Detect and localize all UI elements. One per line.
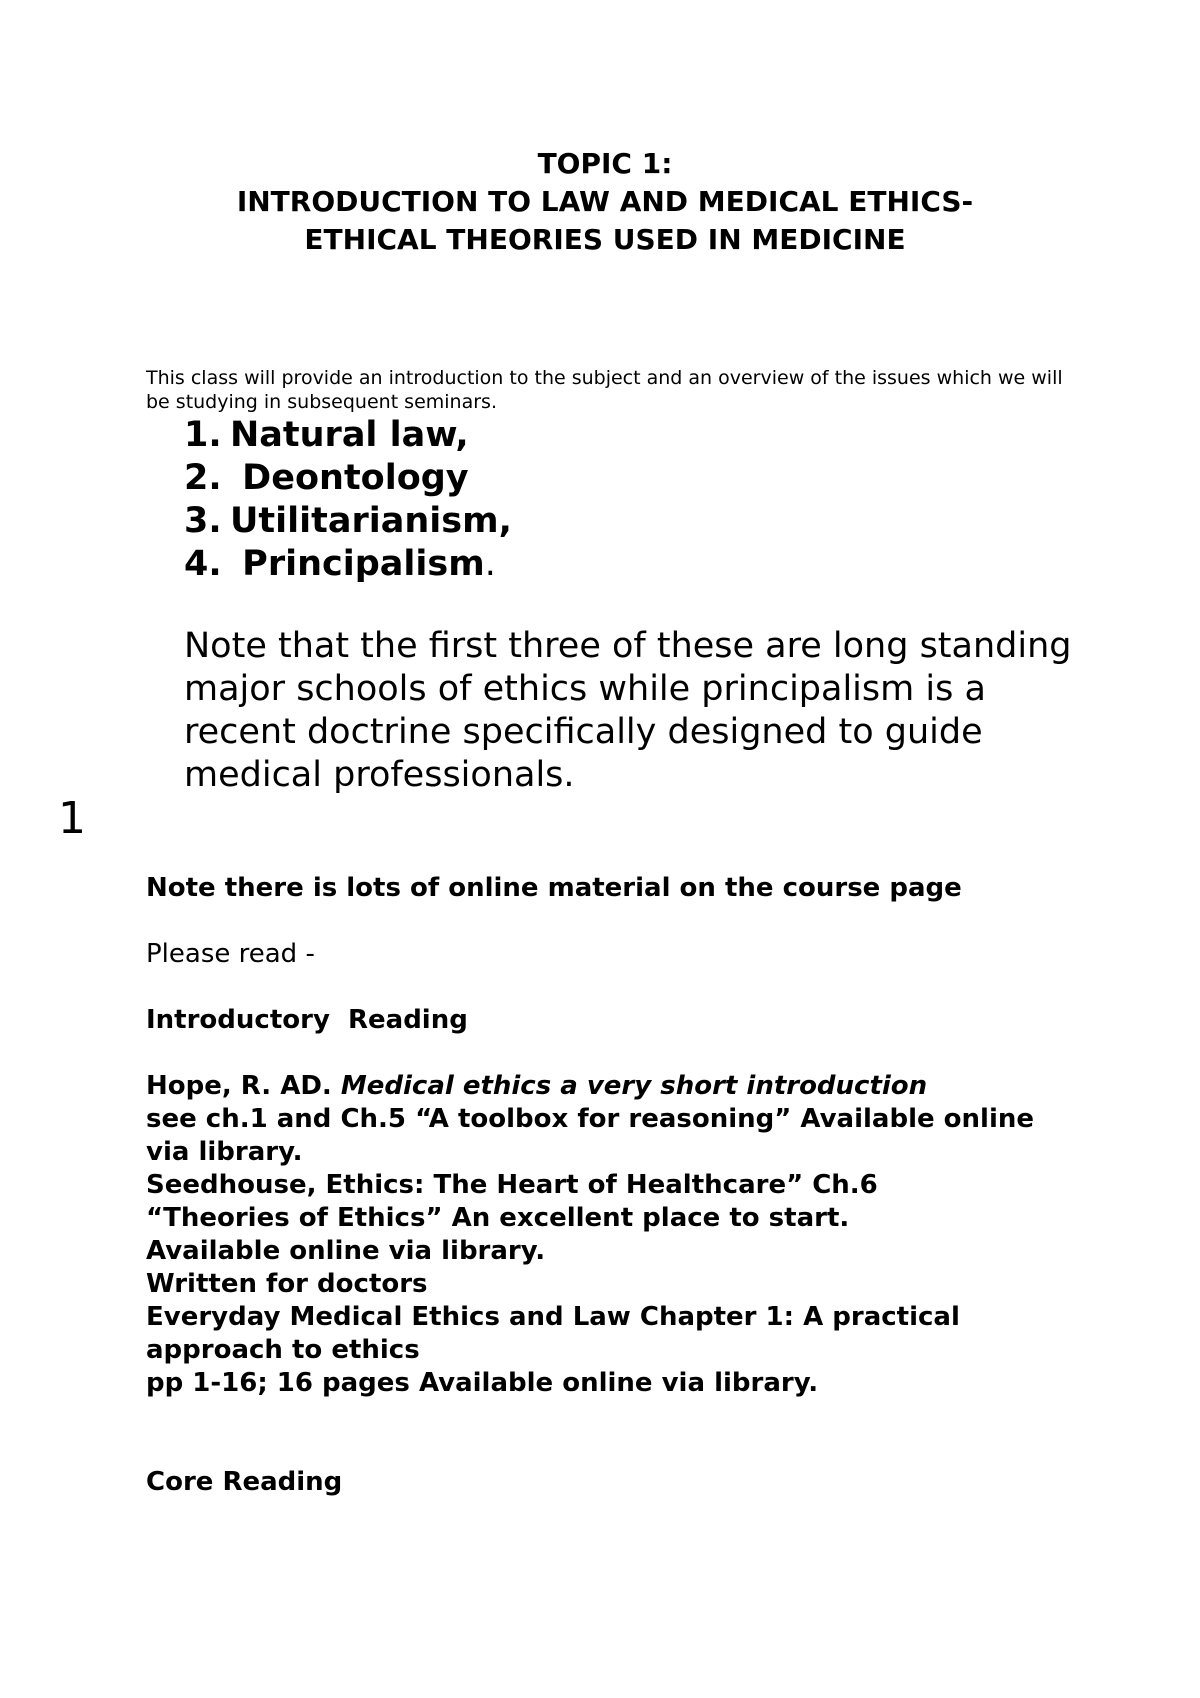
- hope-reference: [146, 1070, 1086, 1103]
- online-material-note: Note there is lots of online material on the course page: [146, 873, 962, 903]
- seedhouse-availability: Available online via library.: [146, 1236, 546, 1266]
- please-read: Please read -: [146, 939, 315, 969]
- title-topic: TOPIC 1:: [537, 147, 673, 180]
- note-paragraph: Note that the first three of these are long standing major schools of ethics while principalism is a recent doctrine specifically designed to guide medical professionals.: [184, 626, 1072, 795]
- intro-paragraph: This class will provide an introduction to the subject and an overview of the issues which we will be studying in subsequent seminars.: [146, 367, 1063, 413]
- theories-list: [184, 414, 512, 586]
- title-sub: ETHICAL THEORIES USED IN MEDICINE: [304, 223, 906, 256]
- everyday-pages: pp 1-16; 16 pages Available online via library.: [146, 1368, 819, 1398]
- introductory-reading-heading: Introductory Reading: [146, 1005, 468, 1035]
- list-item: [184, 543, 512, 586]
- list-number: 2.: [184, 458, 222, 498]
- list-item: [184, 500, 512, 543]
- hope-book-title: Medical ethics a very short introduction: [340, 1071, 928, 1101]
- list-number: 4.: [184, 544, 222, 584]
- seedhouse-detail: “Theories of Ethics” An excellent place to start.: [146, 1203, 850, 1233]
- hope-detail: see ch.1 and Ch.5 “A toolbox for reasoning” Available online via library.: [146, 1104, 1035, 1167]
- hope-author: Hope, R. AD.: [146, 1071, 341, 1101]
- list-label: Utilitarianism,: [230, 501, 512, 541]
- everyday-reference: Everyday Medical Ethics and Law Chapter 1: A practical approach to ethics: [146, 1302, 960, 1365]
- readings-section: [146, 872, 1086, 1499]
- core-reading-heading: Core Reading: [146, 1467, 343, 1497]
- list-item: [184, 457, 512, 500]
- list-label: Deontology: [230, 458, 469, 498]
- seedhouse-reference: Seedhouse, Ethics: The Heart of Healthcare” Ch.6: [146, 1170, 878, 1200]
- document-title: [0, 145, 1200, 259]
- list-label: Principalism: [230, 544, 485, 584]
- list-label: Natural law,: [230, 415, 469, 455]
- written-for-doctors: Written for doctors: [146, 1269, 428, 1299]
- list-item: [184, 414, 512, 457]
- list-suffix: .: [484, 544, 496, 584]
- list-number: 1.: [184, 415, 222, 455]
- title-main: INTRODUCTION TO LAW AND MEDICAL ETHICS-: [236, 185, 974, 218]
- page-number: 1: [58, 793, 86, 844]
- list-number: 3.: [184, 501, 222, 541]
